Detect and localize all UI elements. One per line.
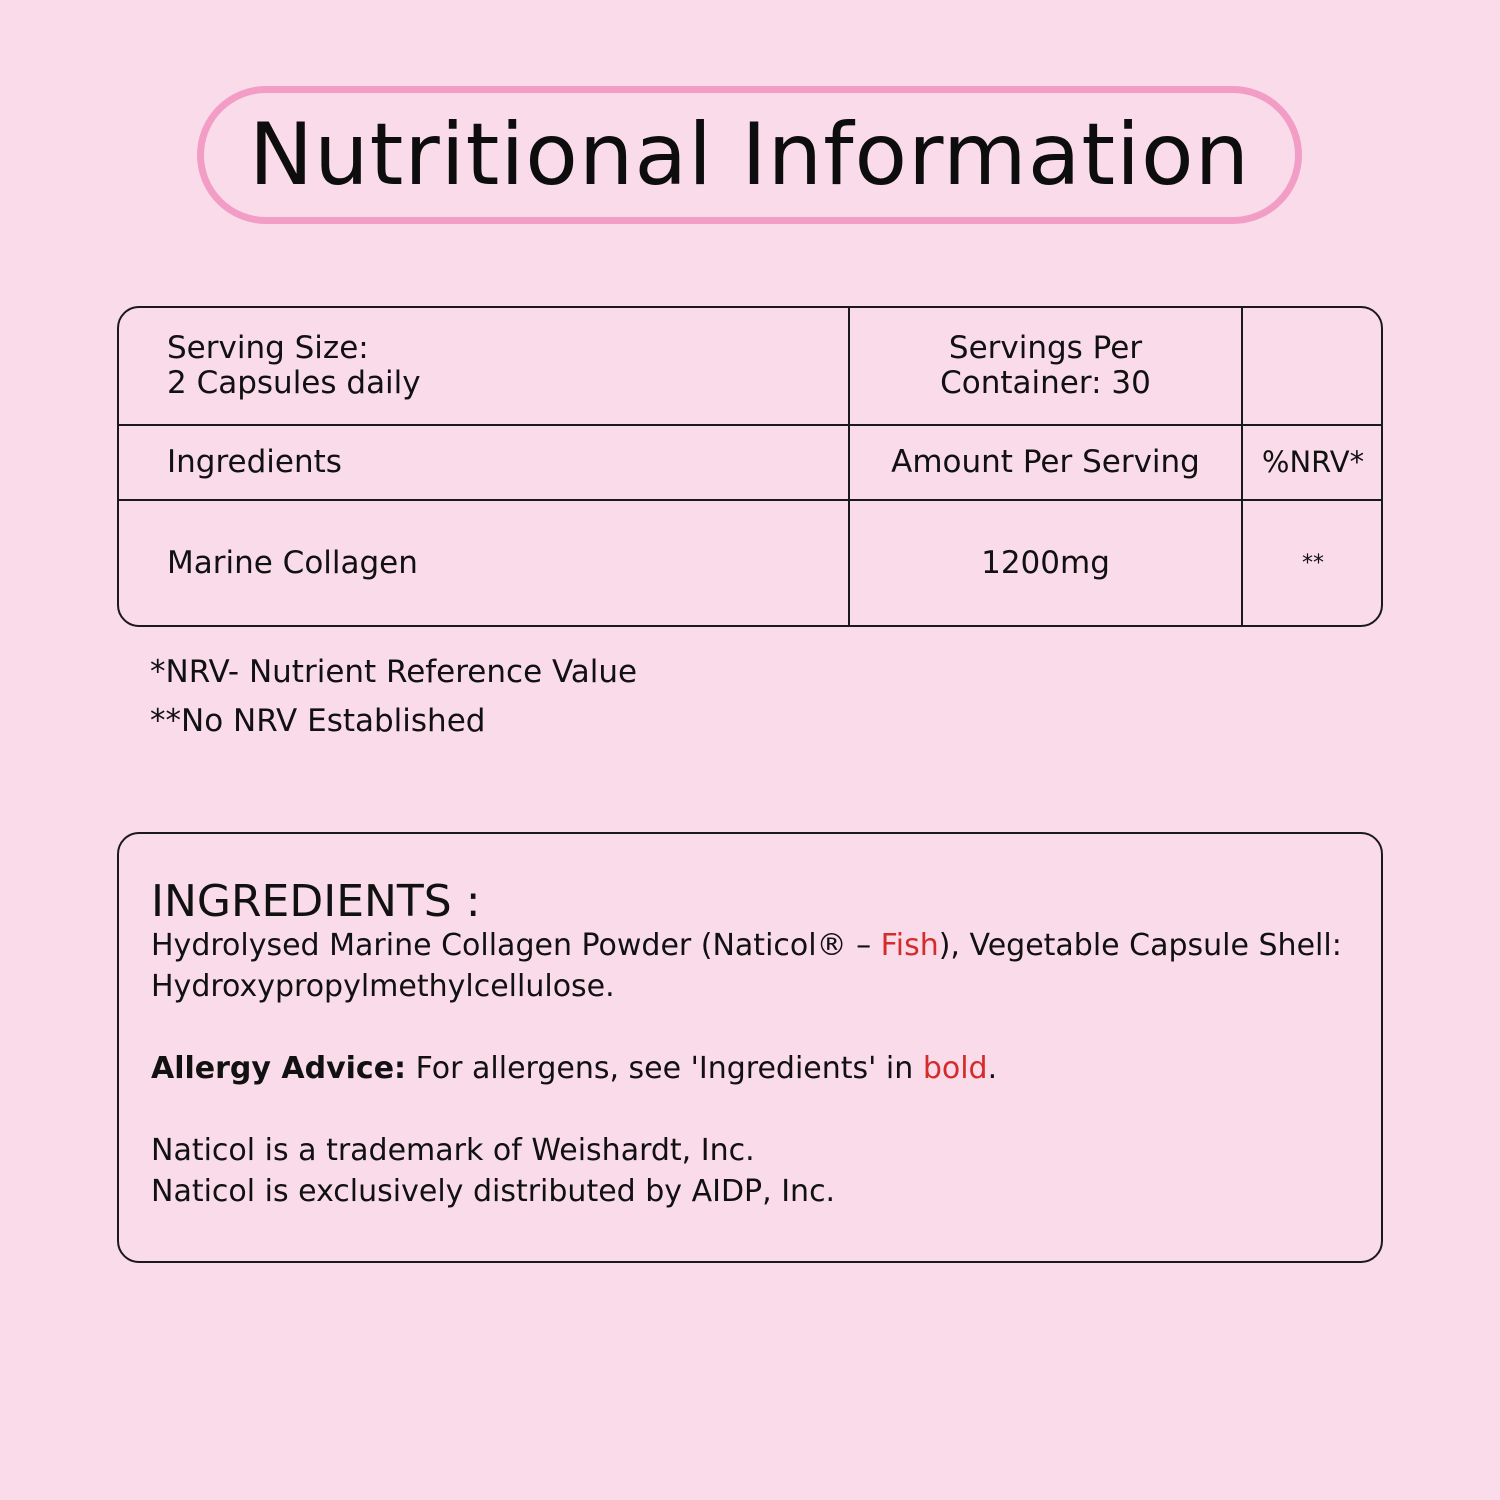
ingredients-heading: INGREDIENTS :: [151, 876, 481, 927]
allergen-highlight: Fish: [880, 928, 939, 963]
serving-size-value: 2 Capsules daily: [167, 365, 421, 401]
header-amount: [850, 426, 1241, 499]
nutrition-table: [117, 306, 1383, 627]
ingredients-line-2: Hydroxypropylmethylcellulose.: [151, 969, 615, 1004]
header-ingredients: [119, 426, 848, 499]
ingredient-nrv: **: [1302, 550, 1324, 576]
header-ingredients-label: Ingredients: [167, 444, 342, 480]
header-amount-label: Amount Per Serving: [891, 444, 1200, 480]
trademark-line-1: Naticol is a trademark of Weishardt, Inc.: [151, 1133, 755, 1168]
nrv-cell: [1243, 501, 1383, 625]
allergy-advice-end: .: [987, 1051, 998, 1086]
empty-cell: [1243, 308, 1383, 424]
servings-per-container-cell: [850, 308, 1241, 424]
serving-size-cell: [119, 308, 848, 424]
allergy-advice-label: Allergy Advice:: [151, 1051, 407, 1086]
trademark-line-2: Naticol is exclusively distributed by AIDP, Inc.: [151, 1174, 836, 1209]
ingredient-name: Marine Collagen: [167, 544, 418, 581]
amount-cell: [850, 501, 1241, 625]
ingredients-box: [117, 832, 1383, 1263]
servings-per-label: Servings Per: [948, 330, 1143, 366]
header-nrv-label: %NRV*: [1261, 445, 1365, 479]
table-row: [119, 501, 848, 625]
serving-size-label: Serving Size:: [167, 330, 369, 366]
page-title: Nutritional Information: [248, 105, 1251, 205]
ingredients-text: Hydrolysed Marine Collagen Powder (Naticol® –: [151, 928, 881, 963]
allergy-advice: [151, 1051, 997, 1087]
allergy-advice-text: For allergens, see 'Ingredients' in: [406, 1051, 923, 1086]
ingredients-text: ), Vegetable Capsule Shell:: [938, 928, 1342, 963]
ingredient-amount: 1200mg: [981, 544, 1110, 581]
footnote-no-nrv: **No NRV Established: [150, 703, 486, 739]
header-nrv: [1243, 426, 1383, 499]
allergy-bold-word: bold: [922, 1051, 988, 1086]
footnote-nrv: *NRV- Nutrient Reference Value: [150, 654, 638, 690]
title-pill: [197, 86, 1302, 224]
servings-per-value: Container: 30: [940, 365, 1151, 401]
ingredients-line-1: [151, 928, 1342, 964]
